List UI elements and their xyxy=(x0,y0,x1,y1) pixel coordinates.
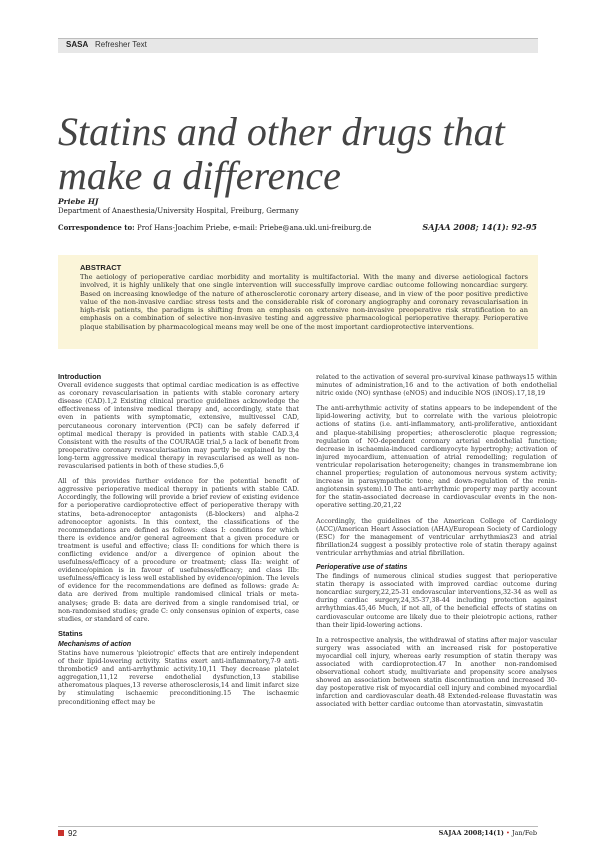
authors: Priebe HJ xyxy=(58,197,99,206)
right-column xyxy=(316,373,557,716)
correspondence-label: Correspondence to: xyxy=(58,223,135,232)
footer-rule xyxy=(58,826,538,827)
subheading-perioperative-statins: Perioperative use of statins xyxy=(316,563,408,571)
article-title: Statins and other drugs that make a difference xyxy=(58,109,505,198)
paragraph: In a retrospective analysis, the withdrawal of statins after major vascular surgery was associated with an increased risk for postoperative myocardial cell injury, whereas early resumption of statin therapy was associated with cardioprotection.47 In another non-randomised observational cohort study, multivariate and propensity score analyses showed an association between statin discontinuation and increased 30-day postoperative risk of myocardial cell injury and combined myocardial infarction and cardiovascular death.48 Extended-release fluvastatin was associated with better cardiac outcome than atorvastatin, simvastatin xyxy=(316,635,557,709)
footer-separator: • xyxy=(506,829,510,837)
header-section: Refresher Text xyxy=(95,40,147,49)
affiliation: Department of Anaesthesia/University Hospital, Freiburg, Germany xyxy=(58,207,299,215)
page-number: 92 xyxy=(68,829,77,838)
journal-citation: SAJAA 2008; 14(1): 92-95 xyxy=(422,222,537,232)
correspondence xyxy=(58,223,371,232)
correspondence-text[interactable]: Prof Hans-Joachim Priebe, e-mail: Priebe@ana.ukl.uni-freiburg.de xyxy=(136,224,372,232)
abstract-heading: ABSTRACT xyxy=(80,263,122,272)
section-heading-introduction: Introduction xyxy=(58,372,102,381)
abstract-box xyxy=(58,255,538,349)
paragraph: All of this provides further evidence for the potential benefit of aggressive perioperative medical therapy in patients with stable CAD. Accordingly, the following will provide a brief review of existing evidence for a perioperative cardioprotective effect of perioperative therapy with statins, beta-adrenoceptor antagonists (ß-blockers) and alpha-2 adrenoceptor agonists. In this context, the classifications of the recommendations are defined as follows: class I: conditions for which there is evidence and/or general agreement that a given procedure or treatment is useful and effective; class II: conditions for which there is conflicting evidence and/or a divergence of opinion about the usefulness/efficacy of a procedure or treatment; class IIa: weight of evidence/opinion is in favour of usefulness/efficacy; and class IIb: usefulness/efficacy is less well established by evidence/opinion. The levels of evidence for the recommendations are defined as follows: grade A: data are derived from multiple randomised clinical trials or meta-analyses; grade B: data are derived from a single randomised trial, or non-randomised studies; grade C: only consensus opinion of experts, case studies, or standard of care. xyxy=(58,477,299,623)
paragraph: Overall evidence suggests that optimal cardiac medication is as effective as coronary revascularisation in patients with stable coronary artery disease (CAD).1,2 Existing clinical practice guidelines acknowledge the effectiveness of intensive medical therapy and, accordingly, state that even in patients with symptomatic, extensive, multivessel CAD, percutaneous coronary intervention (PCI) can be safely deferred if optimal medical therapy is provided in patients with stable CAD.3,4 Consistent with the results of the COURAGE trial,5 a lack of benefit from preoperative coronary revascularisation may partly be explained by the long-term aggressive medical therapy in revascularised as well as non-revascularised patients in both of these studies.5,6 xyxy=(58,381,299,471)
paragraph: The anti-arrhythmic activity of statins appears to be independent of the lipid-lowering activity, but to correlate with the various pleiotropic actions of statins (i.e. anti-inflammatory, anti-proliferative, antioxidant and plaque-stabilising properties; atherosclerotic plaque regression; regulation of NO-dependent coronary arterial endothelial function; decrease in ischaemia-induced cardiomyocyte hypertrophy; activation of injured myocardium, attenuation of atrial remodelling; regulation of ventricular repolarisation heterogeneity; changes in transmembrane ion channel properties; regulation of autonomous nervous system activity; increase in parasympathetic tone; and down-regulation of the renin-angiotensin system).10 The anti-arrhythmic property may partly account for the statin-associated decrease in cardiovascular events in the non-operative setting.20,21,22 xyxy=(316,404,557,510)
paragraph: The findings of numerous clinical studies suggest that perioperative statin therapy is associated with improved cardiac outcome during noncardiac surgery,22,25-31 endovascular interventions,32-34 as well as during cardiac surgery,24,35-37,38-44 including protection against arrhythmias.45,46 Much, if not all, of the beneficial effects of statins on cardiovascular outcome are likely due to their pleiotropic actions, rather than their lipid-lowering actions. xyxy=(316,572,557,629)
subheading-mechanisms: Mechanisms of action xyxy=(58,640,132,648)
left-column xyxy=(58,373,299,713)
paragraph: related to the activation of several pro-survival kinase pathways15 within minutes of administration,16 and to the activation of both endothelial nitric oxide (NO) synthase (eNOS) and inducible NOS (iNOS).17,18,19 xyxy=(316,373,557,398)
footer-date: Jan/Feb xyxy=(511,829,537,837)
abstract-text: The aetiology of perioperative cardiac morbidity and mortality is multifactorial. With the many and diverse aetiological factors involved, it is highly unlikely that one single intervention will successfully improve cardiac outcome following noncardiac surgery. Based on increasing knowledge of the nature of atherosclerotic coronary artery disease, and in view of the poor positive predictive value of the non-invasive cardiac stress tests and the considerable risk of coronary angiography and coronary revascularisation in high-risk patients, the paradigm is shifting from an emphasis on extensive non-invasive preoperative risk stratification to an emphasis on a combination of selective non-invasive testing and aggressive pharmacological perioperative therapy. Perioperative plaque stabilisation by pharmacological means may well be one of the most important cardioprotective interventions. xyxy=(80,273,528,331)
paragraph: Statins have numerous 'pleiotropic' effects that are entirely independent of their lipid-lowering activity. Statins exert anti-inflammatory,7-9 anti-thrombotic9 and anti-arrhythmic activity.10,11 They decrease platelet aggregation,11,12 reverse endothelial dysfunction,13 stabilise atheromatous plaques,13 reverse atherosclerosis,14 and limit infarct size by stimulating ischaemic preconditioning.15 The ischaemic preconditioning effect may be xyxy=(58,649,299,706)
section-heading-statins: Statins xyxy=(58,628,83,638)
footer-square-icon xyxy=(58,830,64,836)
footer-journal-name: SAJAA 2008;14(1) xyxy=(438,829,504,837)
paragraph: Accordingly, the guidelines of the American College of Cardiology (ACC)/American Heart Association (AHA)/European Society of Cardiology (ESC) for the management of ventricular arrhythmias23 and atrial fibrillation24 suggest a possibly protective role of statin therapy against ventricular arrhythmias and atrial fibrillation. xyxy=(316,516,557,557)
header-brand: SASA xyxy=(66,40,89,49)
footer-journal xyxy=(439,829,537,837)
running-header xyxy=(58,38,538,53)
